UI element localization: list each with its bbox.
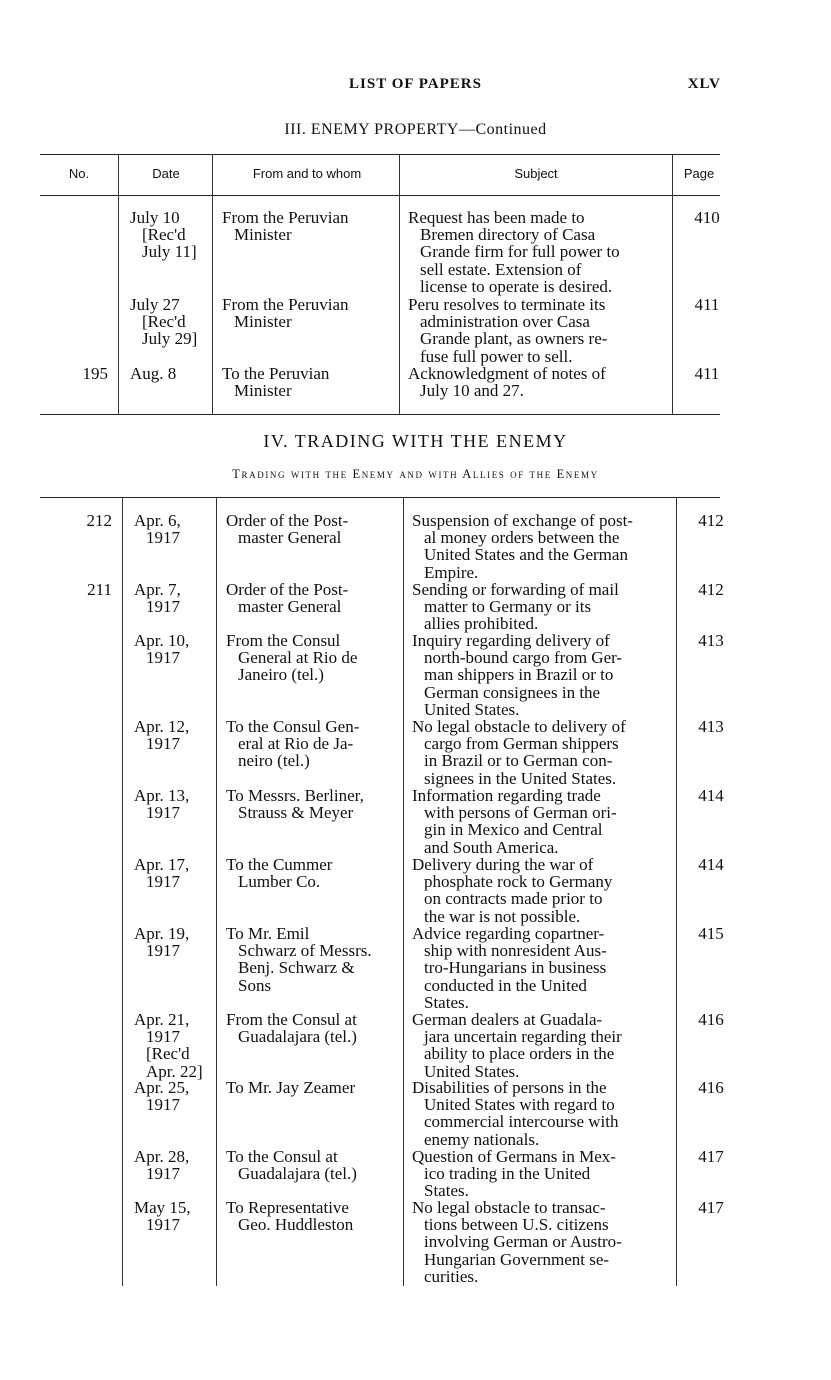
column-divider [212,155,213,414]
table-cell-date [134,1079,216,1113]
column-divider [118,155,119,414]
cell-line: 415 [698,924,724,943]
table-header-rule [40,195,720,196]
cell-line: Guadalajara (tel.) [238,1164,357,1184]
page-number: XLV [687,76,721,92]
table-cell-from [222,296,394,330]
cell-line: Acknowledgment of notes of [408,364,606,383]
cell-line: Suspension of exchange of post- [412,511,633,530]
table-cell-pg [680,1079,742,1096]
cell-line: Apr. 25, [134,1078,190,1097]
table-cell-date [130,365,212,382]
table-cell-from [226,787,398,821]
cell-line: To the Consul at [226,1147,338,1166]
cell-line: States. [424,992,469,1012]
cell-line: signees in the United States. [424,768,617,788]
cell-line: curities. [424,1266,479,1286]
cell-line: United States with regard to [424,1095,615,1115]
cell-line: 1917 [146,597,180,617]
cell-line: Advice regarding copartner- [412,924,605,943]
table-cell-pg [680,632,742,649]
cell-line: ship with nonresident Aus- [424,941,607,961]
cell-line: Apr. 6, [134,511,181,530]
cell-line: eral at Rio de Ja- [238,734,354,754]
table-cell-subj [412,718,670,787]
cell-line: States. [424,1181,469,1201]
table-cell-subj [412,1199,670,1285]
cell-line: and South America. [424,837,559,857]
table-cell-pg [680,1011,742,1028]
cell-line: General at Rio de [238,648,358,668]
table-cell-pg [680,718,742,735]
table-cell-pg [680,581,742,598]
table-cell-pg [676,209,738,226]
table-cell-from [226,512,398,546]
table-cell-subj [412,1011,670,1080]
cell-line: neiro (tel.) [238,751,310,771]
table-top-rule [40,154,720,155]
cell-line: Question of Germans in Mex- [412,1147,616,1166]
cell-line: No legal obstacle to delivery of [412,717,626,736]
cell-line: July 11] [142,242,197,262]
table-cell-date [134,512,216,546]
column-divider [672,155,673,414]
cell-line: To Messrs. Berliner, [226,786,364,805]
section-title-enemy-property: III. ENEMY PROPERTY—Continued [284,121,547,138]
cell-line: Schwarz of Messrs. [238,941,372,961]
table-cell-from [226,1148,398,1182]
cell-line: Order of the Post- [226,511,349,530]
column-header-subject: Subject [514,166,558,181]
cell-line: 1917 [146,734,180,754]
cell-line: north-bound cargo from Ger- [424,648,623,668]
cell-line: 195 [82,364,108,383]
cell-line: Apr. 13, [134,786,190,805]
table-cell-no [44,512,112,529]
table-cell-date [134,1199,216,1233]
table-cell-subj [412,787,670,856]
cell-line: cargo from German shippers [424,734,619,754]
cell-line: phosphate rock to Germany [424,872,613,892]
cell-line: 1917 [146,1164,180,1184]
cell-line: jara uncertain regarding their [424,1027,622,1047]
cell-line: ability to place orders in the [424,1044,615,1064]
cell-line: administration over Casa [420,312,590,332]
table-cell-from [226,856,398,890]
column-header-from: From and to whom [252,166,362,181]
cell-line: Information regarding trade [412,786,601,805]
cell-line: enemy nationals. [424,1129,540,1149]
cell-line: Sending or forwarding of mail [412,580,619,599]
cell-line: license to operate is desired. [420,276,613,296]
table-cell-subj [412,925,670,1011]
column-divider [216,498,217,1286]
table-cell-from [226,581,398,615]
cell-line: Apr. 19, [134,924,190,943]
cell-line: [Rec'd [142,225,186,245]
cell-line: 416 [698,1078,724,1097]
cell-line: 412 [698,511,724,530]
cell-line: 1917 [146,872,180,892]
table-cell-pg [680,1199,742,1216]
cell-line: 413 [698,631,724,650]
table-cell-subj [408,365,666,399]
table-cell-subj [408,296,666,365]
cell-line: Benj. Schwarz & [238,958,355,978]
table-cell-subj [408,209,666,295]
table-cell-date [134,925,216,959]
subsection-title: Trading with the Enemy and with Allies of the Enemy [232,467,599,481]
cell-line: 212 [86,511,112,530]
cell-line: tions between U.S. citizens [424,1215,609,1235]
cell-line: To Representative [226,1198,349,1217]
table-cell-from [226,1011,398,1045]
cell-line: 1917 [146,941,180,961]
cell-line: Geo. Huddleston [238,1215,354,1235]
cell-line: involving German or Austro- [424,1232,622,1252]
column-divider [122,498,123,1286]
cell-line: 1917 [146,648,180,668]
cell-line: July 29] [142,329,198,349]
cell-line: Delivery during the war of [412,855,594,874]
cell-line: 1917 [146,1095,180,1115]
cell-line: Apr. 22] [146,1061,203,1081]
table-cell-date [134,787,216,821]
cell-line: To Mr. Jay Zeamer [226,1078,356,1097]
cell-line: July 10 and 27. [420,381,524,401]
cell-line: 410 [694,208,720,227]
table-cell-from [226,925,398,994]
page-title: LIST OF PAPERS [349,76,482,92]
cell-line: Hungarian Government se- [424,1249,610,1269]
table-cell-date [134,856,216,890]
cell-line: the war is not possible. [424,906,581,926]
cell-line: conducted in the United [424,975,587,995]
cell-line: fuse full power to sell. [420,346,573,366]
table-cell-date [130,209,212,261]
table-cell-subj [412,581,670,633]
cell-line: Disabilities of persons in the [412,1078,607,1097]
cell-line: From the Consul at [226,1010,357,1029]
table-cell-pg [680,787,742,804]
cell-line: 413 [698,717,724,736]
table-cell-subj [412,632,670,718]
cell-line: United States and the German [424,545,628,565]
cell-line: Inquiry regarding delivery of [412,631,610,650]
column-header-page: Page [683,166,715,181]
cell-line: German consignees in the [424,682,601,702]
cell-line: al money orders between the [424,528,620,548]
table-cell-from [222,365,394,399]
cell-line: Order of the Post- [226,580,349,599]
cell-line: 1917 [146,803,180,823]
column-header-no: No. [68,166,90,181]
cell-line: 412 [698,580,724,599]
cell-line: Strauss & Meyer [238,803,354,823]
cell-line: 414 [698,786,724,805]
table-bottom-rule [40,414,720,415]
cell-line: July 27 [130,295,180,314]
cell-line: Grande firm for full power to [420,242,620,262]
column-divider [676,498,677,1286]
cell-line: master General [238,528,342,548]
cell-line: 417 [698,1198,724,1217]
cell-line: on contracts made prior to [424,889,603,909]
cell-line: Peru resolves to terminate its [408,295,606,314]
column-divider [399,155,400,414]
table-cell-pg [676,296,738,313]
cell-line: United States. [424,699,520,719]
table-cell-date [134,581,216,615]
cell-line: Janeiro (tel.) [238,665,324,685]
cell-line: May 15, [134,1198,191,1217]
column-header-date: Date [152,166,180,181]
table-cell-date [134,1148,216,1182]
cell-line: man shippers in Brazil or to [424,665,614,685]
cell-line: Apr. 10, [134,631,190,650]
cell-line: United States. [424,1061,520,1081]
cell-line: Grande plant, as owners re- [420,329,608,349]
table-cell-pg [676,365,738,382]
cell-line: Bremen directory of Casa [420,225,596,245]
cell-line: Request has been made to [408,208,585,227]
cell-line: ico trading in the United [424,1164,591,1184]
cell-line: sell estate. Extension of [420,259,582,279]
cell-line: Lumber Co. [238,872,321,892]
section-title-trading-with-enemy: IV. TRADING WITH THE ENEMY [263,431,568,451]
table-cell-pg [680,1148,742,1165]
running-head [0,76,831,102]
cell-line: To the Consul Gen- [226,717,360,736]
cell-line: tro-Hungarians in business [424,958,607,978]
table-top-rule [40,497,720,498]
table-cell-date [130,296,212,348]
table-cell-no [40,365,108,382]
table-cell-pg [680,856,742,873]
cell-line: Empire. [424,562,479,582]
cell-line: with persons of German ori- [424,803,617,823]
table-cell-date [134,718,216,752]
table-cell-from [222,209,394,243]
cell-line: German dealers at Guadala- [412,1010,603,1029]
cell-line: 411 [694,295,720,314]
table-cell-pg [680,925,742,942]
cell-line: Minister [234,381,292,401]
cell-line: From the Peruvian [222,295,349,314]
cell-line: Sons [238,975,272,995]
cell-line: 1917 [146,1215,180,1235]
table-cell-no [44,581,112,598]
cell-line: To the Cummer [226,855,333,874]
table-cell-from [226,1079,398,1096]
cell-line: July 10 [130,208,180,227]
cell-line: master General [238,597,342,617]
table-cell-subj [412,1079,670,1148]
cell-line: From the Peruvian [222,208,349,227]
table-cell-subj [412,856,670,925]
cell-line: 1917 [146,528,180,548]
cell-line: From the Consul [226,631,341,650]
table-cell-from [226,632,398,684]
cell-line: allies prohibited. [424,614,539,634]
cell-line: gin in Mexico and Central [424,820,603,840]
cell-line: Minister [234,225,292,245]
cell-line: Apr. 12, [134,717,190,736]
table-cell-date [134,1011,216,1080]
cell-line: 211 [87,580,112,599]
table-cell-subj [412,512,670,581]
table-cell-pg [680,512,742,529]
cell-line: No legal obstacle to transac- [412,1198,606,1217]
cell-line: Apr. 21, [134,1010,190,1029]
cell-line: matter to Germany or its [424,597,592,617]
cell-line: Apr. 7, [134,580,181,599]
cell-line: 414 [698,855,724,874]
column-divider [403,498,404,1286]
table-cell-subj [412,1148,670,1200]
cell-line: Apr. 17, [134,855,190,874]
cell-line: in Brazil or to German con- [424,751,613,771]
cell-line: 416 [698,1010,724,1029]
cell-line: 1917 [146,1027,180,1047]
cell-line: To Mr. Emil [226,924,310,943]
cell-line: [Rec'd [146,1044,190,1064]
table-cell-date [134,632,216,666]
table-cell-from [226,1199,398,1233]
cell-line: [Rec'd [142,312,186,332]
cell-line: Apr. 28, [134,1147,190,1166]
cell-line: Aug. 8 [130,364,177,383]
cell-line: commercial intercourse with [424,1112,619,1132]
cell-line: Minister [234,312,292,332]
cell-line: To the Peruvian [222,364,330,383]
cell-line: Guadalajara (tel.) [238,1027,357,1047]
cell-line: 411 [694,364,720,383]
cell-line: 417 [698,1147,724,1166]
table-cell-from [226,718,398,770]
